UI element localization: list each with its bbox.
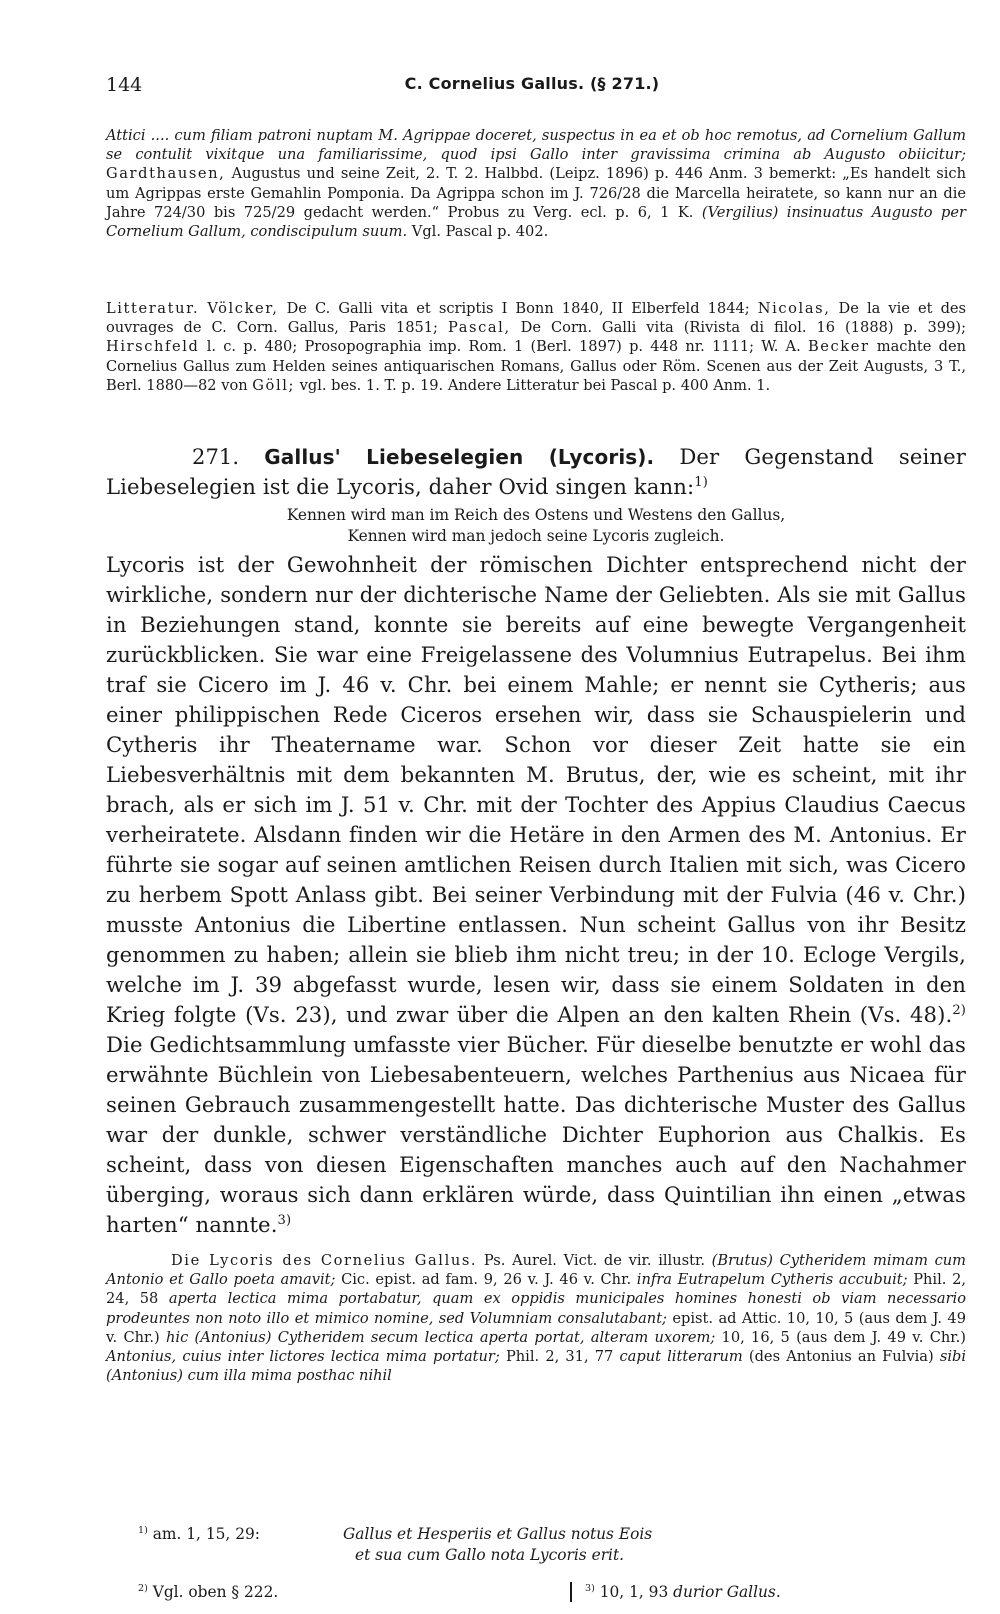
author-name: Nicolas, — [757, 300, 831, 317]
author-name: Becker — [807, 338, 870, 356]
footnote-text: Vgl. oben § 222. — [152, 1583, 279, 1601]
section-title: Gallus' Liebeselegien (Lycoris). — [264, 445, 655, 469]
note-text: Phil. 2, 24, 58 — [106, 1271, 967, 1308]
note-text: Phil. 2, 31, 77 — [505, 1348, 614, 1366]
running-head: C. Cornelius Gallus. (§ 271.) — [404, 74, 660, 93]
latin-quote: aperta lectica mima portabatur, quam ex oppidis municipales homines honesti ob viam necessario prodeuntes non noto illo et mimico nomine, sed Volumniam consalutabant; — [106, 1290, 967, 1327]
bib-entry: vgl. bes. 1. T. p. 19. Andere Litteratur bei Pascal p. 400 Anm. 1. — [299, 376, 771, 394]
footnote-2 — [138, 1582, 278, 1602]
bib-entry: De Corn. Galli vita (Rivista di filol. 16 (1888) p. 399); — [520, 319, 966, 337]
latin-quote: infra Eutrapelum Cytheris accubuit; — [636, 1271, 908, 1289]
source-notes — [106, 1251, 966, 1385]
footnote-mark: 2) — [138, 1582, 148, 1594]
footnote-1 — [138, 1524, 653, 1544]
latin-quote: hic (Antonius) Cytheridem secum lectica aperta portat, alteram uxorem; — [166, 1328, 716, 1346]
page-number: 144 — [106, 74, 143, 96]
footnote-1-continued — [355, 1545, 624, 1565]
author-name: Völcker, — [207, 300, 279, 317]
footnote-3 — [585, 1582, 781, 1602]
bib-entry: machte den Cornelius Gallus zum Helden seines antiquarischen Romans, Gallus oder Röm. Scenen aus der Zeit Augusts, 3 T., Berl. 1880—82 von — [106, 338, 966, 394]
note-text: Ps. Aurel. Vict. de vir. illustr. — [483, 1252, 705, 1269]
top-notes — [106, 126, 966, 241]
latin-quote: (Brutus) Cytheridem mimam cum Antonio et Gallo poeta amavit; — [106, 1252, 966, 1289]
verse-line: Kennen wird man im Reich des Ostens und Westens den Gallus, — [286, 506, 786, 524]
body-paragraph: Die Gedichtsammlung umfasste vier Bücher. Für dieselbe benutzte er wohl das erwähnte Büchlein von Liebesabenteuern, welches Parthenius aus Nicaea für seinen Gebrauch zusammengestellt hatte. Das dichterische Muster des Gallus war der dunkle, schwer verständliche Dichter Euphorion aus Chalkis. Es scheint, dass von diesen Eigenschaften manches auch auf den Nachahmer überging, woraus sich dann erklären würde, dass Quintilian ihn einen „etwas harten“ nannte. — [106, 1032, 966, 1237]
verse-line: Kennen wird man jedoch seine Lycoris zugleich. — [347, 527, 725, 545]
latin-quote: sibi (Antonius) cum illa mima posthac nihil — [106, 1348, 966, 1385]
note-label: Die Lycoris des Cornelius Gallus. — [171, 1252, 478, 1269]
note-text: epist. ad Attic. 10, 10, 5 (aus dem J. 49 v. Chr.) — [106, 1309, 966, 1346]
page-header — [106, 74, 958, 102]
note-text: 10, 16, 5 (aus dem J. 49 v. Chr.) — [721, 1328, 967, 1346]
bib-entry: De C. Galli vita et scriptis I Bonn 1840, II Elberfeld 1844; — [286, 300, 750, 317]
bib-entry: l. c. p. 480; Prosopographia imp. Rom. 1 (Berl. 1897) p. 448 nr. 1111; W. A. — [206, 338, 801, 356]
note-text: Cic. epist. ad fam. 9, 26 v. J. 46 v. Chr. — [341, 1271, 632, 1289]
footnote-text: 10, 1, 93 — [599, 1583, 669, 1601]
note-text: Augustus und seine Zeit, 2. T. 2. Halbbd. (Leipz. 1896) p. 446 Anm. 3 bemerkt: „Es handelt sich um Agrippas erste Gemahlin Pomponia. Da Agrippa schon im J. 726/28 die Marcella heiratete, so kann nur an die Jahre 724/30 bis 725/29 gedacht werden.“ Probus zu Verg. ecl. p. 6, 1 K. — [106, 165, 966, 221]
section-heading-paragraph — [106, 442, 966, 502]
footnote-mark: 3) — [585, 1582, 595, 1594]
footnote-ref: 3) — [277, 1212, 292, 1228]
author-name: Göll; — [252, 376, 295, 394]
author-name: Hirschfeld — [106, 338, 200, 356]
latin-quote: caput litterarum — [619, 1348, 743, 1366]
footnote-ref: am. 1, 15, 29: — [152, 1525, 260, 1543]
latin-quote: Antonius, cuius inter lictores lectica mima portatur; — [106, 1348, 500, 1366]
footnote-quote: durior Gallus. — [673, 1583, 781, 1601]
bib-entry: De la vie et des ouvrages de C. Corn. Gallus, Paris 1851; — [106, 300, 967, 337]
footnote-verse: Gallus et Hesperiis et Gallus notus Eois — [343, 1525, 653, 1543]
footnote-verse: et sua cum Gallo nota Lycoris erit. — [355, 1546, 625, 1564]
footnote-ref: 1) — [694, 474, 708, 490]
litteratur-label: Litteratur. — [106, 300, 200, 317]
body-paragraph: Lycoris ist der Gewohnheit der römischen Dichter entsprechend nicht der wirkliche, sondern nur der dichterische Name der Geliebten. Als sie mit Gallus in Beziehungen stand, konnte sie bereits auf eine bewegte Vergangenheit zurückblicken. Sie war eine Freigelassene des Volumnius Eutrapelus. Bei ihm traf sie Cicero im J. 46 v. Chr. bei einem Mahle; er nennt sie Cytheris; aus einer philippischen Rede Ciceros ersehen wir, dass sie Schauspielerin und Cytheris ihr Theatername war. Schon vor dieser Zeit hatte sie ein Liebesverhältnis mit dem bekannten M. Brutus, der, wie es scheint, mit ihr brach, als er sich im J. 51 v. Chr. mit der Tochter des Appius Claudius Caecus verheiratete. Alsdann finden wir die Hetäre in den Armen des M. Antonius. Er führte sie sogar auf seinen amtlichen Reisen durch Italien mit sich, was Cicero zu herbem Spott Anlass gibt. Bei seiner Verbindung mit der Fulvia (46 v. Chr.) musste Antonius die Libertine entlassen. Nun scheint Gallus von ihr Besitz genommen zu haben; allein sie blieb ihm nicht treu; in der 10. Ecloge Vergils, welche im J. 39 abgefasst wurde, lesen wir, dass sie einem Soldaten in den Krieg folgte (Vs. 23), und zwar über die Alpen an den kalten Rhein (Vs. 48). — [106, 552, 966, 1027]
footnote-divider — [570, 1582, 572, 1602]
author-name: Gardthausen, — [106, 165, 226, 183]
footnote-ref: 2) — [952, 1002, 966, 1018]
section-intro: Der Gegenstand seiner Liebeselegien ist die Lycoris, daher Ovid singen kann: — [106, 444, 966, 499]
bibliography — [106, 299, 966, 395]
latin-quote: Attici .... cum filiam patroni nuptam M. Agrippae doceret, suspectus in ea et ob hoc remotus, ad Cornelium Gallum se contulit vixitque una familiarissime, quod ipsi Gallo inter gravissima crimina ab Augusto obiicitur; — [106, 127, 966, 164]
author-name: Pascal, — [447, 319, 511, 337]
body-text — [106, 550, 966, 1240]
section-number: 271. — [192, 445, 240, 469]
latin-quote: (Vergilius) insinuatus Augusto per Cornelium Gallum, condiscipulum suum. — [106, 203, 966, 241]
note-text: Vgl. Pascal p. 402. — [411, 223, 549, 241]
note-text: (des Antonius an Fulvia) — [748, 1348, 934, 1366]
footnote-mark: 1) — [138, 1524, 148, 1536]
